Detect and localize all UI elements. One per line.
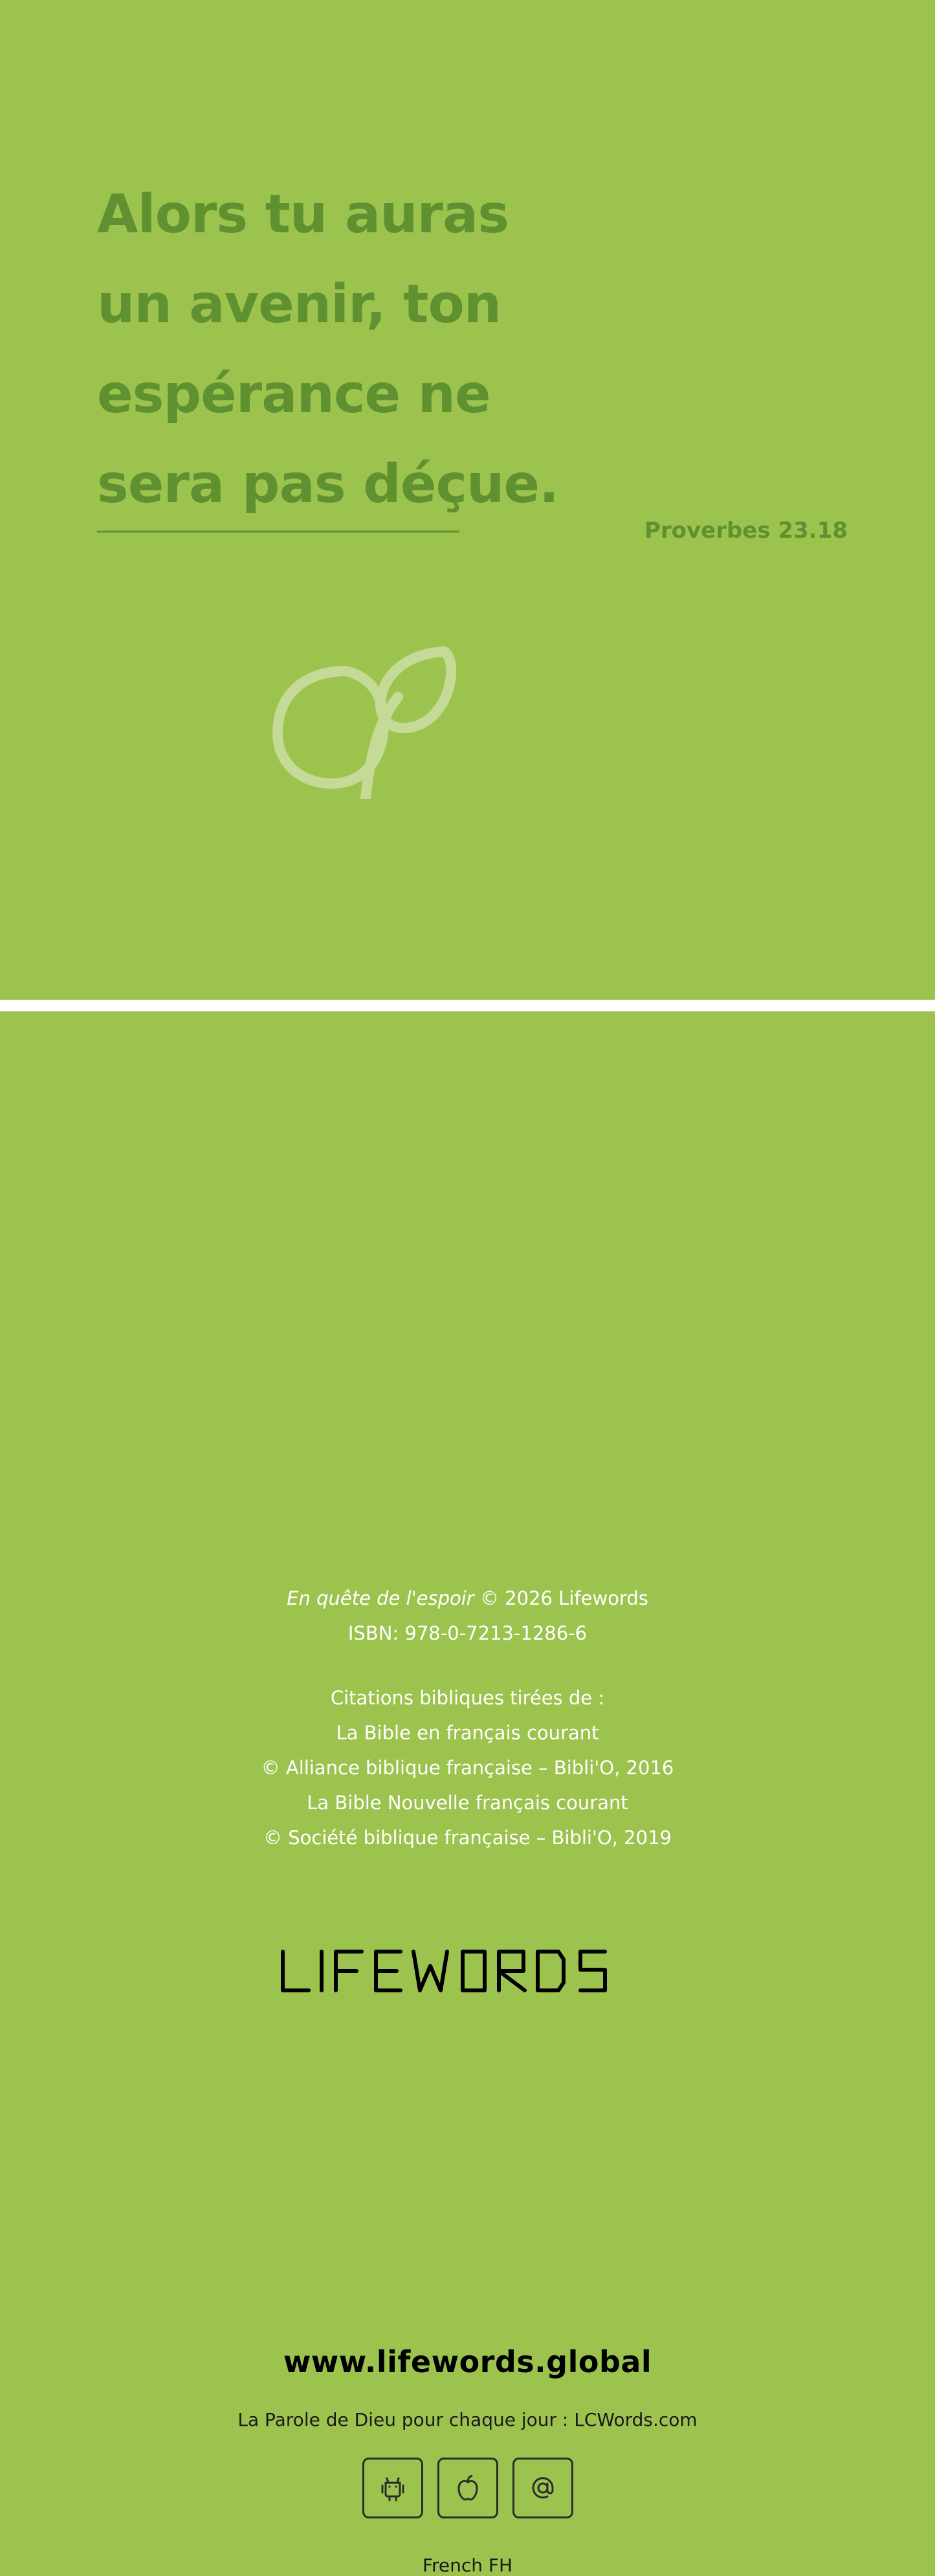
android-icon[interactable] (362, 2458, 423, 2518)
imprint-panel (0, 1011, 935, 2576)
credits-block (0, 1581, 935, 1855)
verse-line-2: un avenir, ton (97, 274, 501, 335)
website-url[interactable]: www.lifewords.global (283, 2344, 652, 2379)
scripture-line-2: © Alliance biblique française – Bibli'O, 2016 (261, 1757, 674, 1779)
verse-attribution (97, 518, 848, 544)
isbn-line: ISBN: 978-0-7213-1286-6 (347, 1622, 588, 1644)
sprout-leaf-icon (262, 637, 469, 799)
verse-panel (0, 0, 935, 1000)
scripture-line-3: La Bible Nouvelle français courant (307, 1792, 628, 1814)
scripture-heading: Citations bibliques tirées de : (330, 1687, 605, 1709)
verse-reference: Proverbes 23.18 (644, 518, 848, 544)
panel-separator (0, 1000, 935, 1011)
language-code: French FH (422, 2555, 513, 2576)
verse-line-3: espérance ne (97, 364, 490, 425)
lifewords-logo (0, 1946, 935, 1997)
app-badges-row (0, 2458, 935, 2518)
verse-text-block (97, 170, 841, 529)
verse-line-1: Alors tu auras (97, 184, 509, 245)
attribution-rule (97, 531, 459, 533)
copyright-line: © 2026 Lifewords (479, 1587, 648, 1609)
scripture-line-1: La Bible en français courant (336, 1722, 599, 1744)
tagline-text: La Parole de Dieu pour chaque jour : LCWords.com (237, 2409, 698, 2430)
verse-line-4: sera pas déçue. (97, 454, 559, 515)
email-at-icon[interactable] (512, 2458, 573, 2518)
publication-title: En quête de l'espoir (287, 1587, 474, 1609)
scripture-line-4: © Société biblique française – Bibli'O, 2019 (263, 1827, 672, 1849)
apple-icon[interactable] (437, 2458, 498, 2518)
credits-title-line (0, 1581, 935, 1616)
